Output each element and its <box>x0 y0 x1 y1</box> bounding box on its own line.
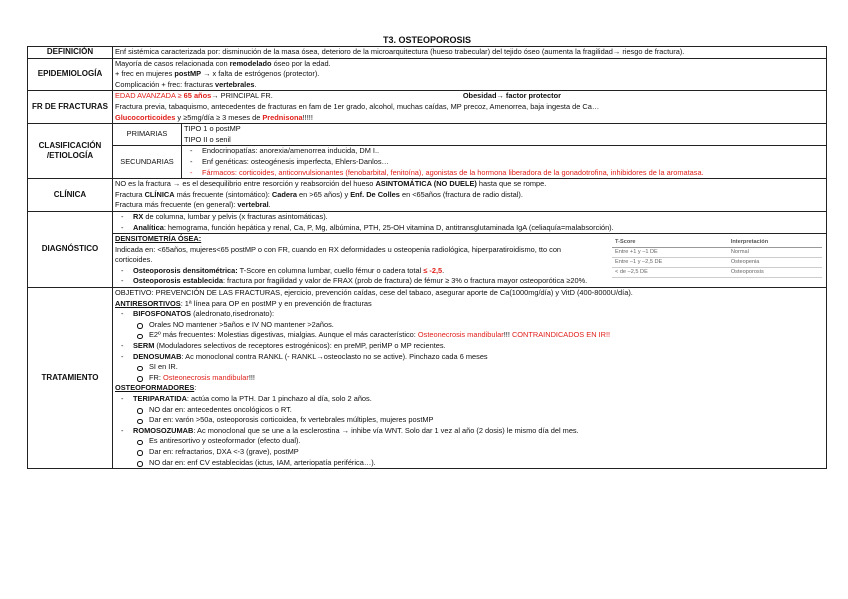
row-clasificacion <box>28 124 827 179</box>
content-fr <box>113 91 827 124</box>
row-diagnostico <box>28 211 827 287</box>
trat-denosumab: - DENOSUMAB: Ac monoclonal contra RANKL (- RANKL→osteoclasto no se active). Pinchazo cada 6 meses <box>115 352 824 363</box>
trat-bifo-2: E2º más frecuentes: Molestias digestivas, mialgias. Aunque el más característico: Osteonecrosis mandibular!!! CONTRAINDICADOS EN IR!! <box>115 330 824 341</box>
content-epidemiologia <box>113 58 827 91</box>
epi-line-1: Mayoría de casos relacionada con remodelado óseo por la edad. <box>115 58 331 68</box>
trat-romo-1: Es antiresortivo y osteoformador (efecto dual). <box>115 436 824 447</box>
densito-text: Indicada en: <65años, mujeres<65 postMP o con FR, cuando en RX deformidades u osteopenia radiológica, hiperparatiroidismo, tto con corticoides. <box>115 244 562 265</box>
clasificacion-subtable <box>113 124 826 178</box>
row-fr <box>28 91 827 124</box>
row-epidemiologia <box>28 58 827 91</box>
trat-romo-2: Dar en: refractarios, DXA <-3 (grave), postMP <box>115 447 824 458</box>
primaria-1: TIPO 1 o postMP <box>184 124 241 134</box>
tscore-cell: Osteoporosis <box>728 268 822 278</box>
densito-title: DENSITOMETRÍA ÓSEA: <box>115 234 202 244</box>
dx-pruebas <box>113 212 826 234</box>
tscore-header-1: T-Score <box>612 238 728 248</box>
trat-objetivo: OBJETIVO: PREVENCIÓN DE LAS FRACTURAS, ejercicio, prevención caídas, cese del tabaco, asegurar aporte de Ca(1000mg/día) y VitD (400-8000U/día). <box>115 288 633 298</box>
fr-line-1: EDAD AVANZADA ≥ 65 años→ PRINCIPAL FR. Obesidad→ factor protector <box>115 91 561 101</box>
row-definicion <box>28 47 827 59</box>
label-definicion: DEFINICIÓN <box>28 47 113 59</box>
secundaria-3: - Fármacos: corticoides, anticonvulsionantes (fenobarbital, fenitoína), agonistas de la hormona liberadora de la gonadotrofina, inhibidores de la aromatasa. <box>184 168 824 179</box>
trat-osteoformadores: OSTEOFORMADORES: <box>115 383 197 393</box>
trat-bifosfonatos: - BIFOSFONATOS (aledronato,risedronato): <box>115 309 824 320</box>
secundaria-1: - Endocrinopatías: anorexia/amenorrea inducida, DM I.. <box>184 146 824 157</box>
content-clinica <box>113 179 827 212</box>
trat-serm: - SERM (Moduladores selectivos de receptores estrogénicos): en preMP, periMP o MP recientes. <box>115 341 824 352</box>
dx-densitometrica: - Osteoporosis densitométrica: T-Score en columna lumbar, cuello fémur o cadera total ≤ -2,5. <box>115 266 824 277</box>
trat-teriparatida: - TERIPARATIDA: actúa como la PTH. Dar 1 pinchazo al día, solo 2 años. <box>115 394 824 405</box>
trat-teri-1: NO dar en: antecedentes oncológicos o RT. <box>115 405 824 416</box>
summary-table <box>27 46 827 469</box>
primarias-label: PRIMARIAS <box>113 124 182 146</box>
tscore-cell: < de –2,5 DE <box>612 268 728 278</box>
row-tratamiento <box>28 288 827 469</box>
definicion-text: Enf sistémica caracterizada por: disminución de la masa ósea, deterioro de la microarquitectura (hueso trabecular) del tejido óseo (aumenta la fragilidad→ riesgo de fractura). <box>115 47 685 56</box>
tscore-cell: Normal <box>728 248 822 258</box>
tscore-cell: Osteopenia <box>728 258 822 268</box>
content-clasificacion <box>113 124 827 179</box>
content-diagnostico <box>113 211 827 287</box>
dx-rx: - RX de columna, lumbar y pelvis (x fracturas asintomáticas). <box>115 212 824 223</box>
trat-teri-2: Dar en: varón >50a, osteoporosis corticoidea, fx vertebrales múltiples, mujeres postMP <box>115 415 824 426</box>
primaria-2: TIPO II o senil <box>184 134 231 144</box>
document-title: T3. OSTEOPOROSIS <box>382 35 472 45</box>
clinica-line-1: NO es la fractura → es el desequilibrio entre resorción y reabsorción del hueso ASINTOMÁTICA (NO DUELE) hasta que se rompe. <box>115 179 547 189</box>
document-sheet <box>27 34 827 469</box>
trat-deno-2: FR: Osteonecrosis mandibular!!! <box>115 373 824 384</box>
dx-densitometria <box>113 234 826 287</box>
label-clasificacion: CLASIFICACIÓN /ETIOLOGÍA <box>28 124 113 179</box>
label-tratamiento: TRATAMIENTO <box>28 288 113 469</box>
content-tratamiento <box>113 288 827 469</box>
epi-line-2: + frec en mujeres postMP → x falta de estrógenos (protector). <box>115 69 320 79</box>
trat-bifo-1: Orales NO mantener >5años e IV NO mantener >2años. <box>115 320 824 331</box>
secundarias-label: SECUNDARIAS <box>113 146 182 178</box>
trat-romo-3: NO dar en: enf CV establecidas (ictus, IAM, arteriopatía periférica…). <box>115 458 824 469</box>
label-fr: FR DE FRACTURAS <box>28 91 113 124</box>
clinica-line-2: Fractura CLÍNICA más frecuente (sintomático): Cadera en >65 años) y Enf. De Colles en <65años (fractura de radio distal). <box>115 189 523 199</box>
trat-deno-1: SI en IR. <box>115 362 824 373</box>
tscore-table <box>612 238 822 278</box>
label-diagnostico: DIAGNÓSTICO <box>28 211 113 287</box>
clinica-line-3: Fractura más frecuente (en general): vertebral. <box>115 200 271 210</box>
trat-romosozumab: - ROMOSOZUMAB: Ac monoclonal que se une a la esclerostina → inhibe vía WNT. Solo dar 1 vez al año (2 dosis) le mismo día del mes. <box>115 426 824 437</box>
dx-establecida: - Osteoporosis establecida: fractura por fragilidad y valor de FRAX (prob de fractura) de fémur ≥ 3% o fractura mayor osteoporótica ≥20%. <box>115 276 824 287</box>
dx-analitica: - Analítica: hemograma, función hepática y renal, Ca, P, Mg, albúmina, PTH, 25-OH vitamina D, antitransglutaminada IgA (celiaquía=malabsorción). <box>115 223 824 234</box>
label-clinica: CLÍNICA <box>28 179 113 212</box>
trat-antiresortivos: ANTIRESORTIVOS: 1ª línea para OP en postMP y en prevención de fracturas <box>115 298 372 308</box>
tscore-header-2: Interpretación <box>728 238 822 248</box>
label-epidemiologia: EPIDEMIOLOGÍA <box>28 58 113 91</box>
fr-line-3: Glucocorticoides y ≥5mg/día ≥ 3 meses de Prednisona!!!!! <box>115 112 313 122</box>
content-definicion <box>113 47 827 59</box>
secundaria-2: - Enf genéticas: osteogénesis imperfecta, Ehlers-Danlos… <box>184 157 824 168</box>
row-clinica <box>28 179 827 212</box>
tscore-cell: Entre +1 y –1 DE <box>612 248 728 258</box>
fr-line-2: Fractura previa, tabaquismo, antecedentes de fracturas en fam de 1er grado, alcohol, muchas caídas, MP precoz, Amenorrea, baja ingesta de Ca… <box>115 101 600 111</box>
tscore-cell: Entre –1 y –2,5 DE <box>612 258 728 268</box>
epi-line-3: Complicación + frec: fracturas vertebrales. <box>115 79 257 89</box>
